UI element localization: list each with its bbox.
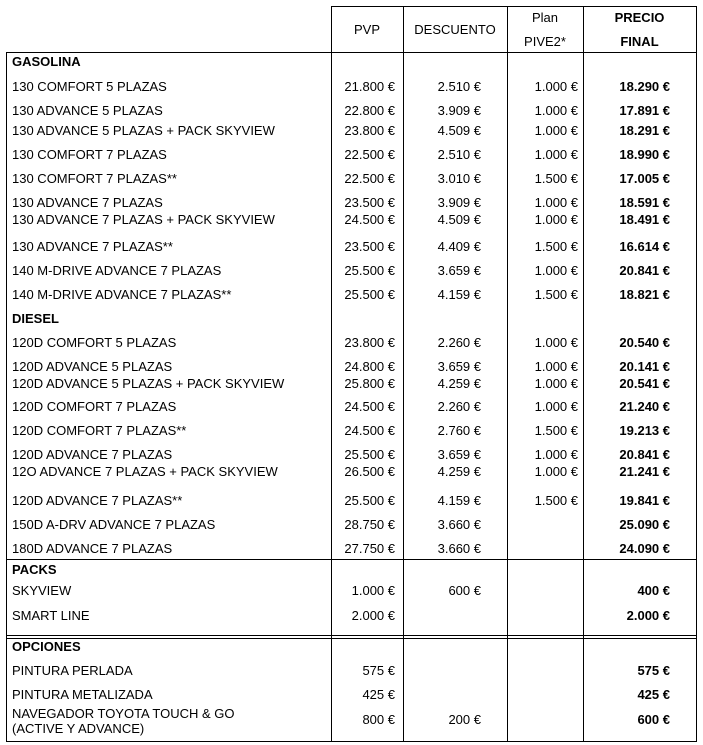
row-final-value: 18.291 € [619,123,670,138]
row-plan-value: 1.500 € [534,239,578,254]
row-final-value: 20.841 € [619,447,670,462]
row-pvp-value: 24.500 € [344,212,395,227]
row-final-value: 17.891 € [619,103,670,118]
row-descuento-value: 200 € [448,712,481,727]
row-model-name: 120D COMFORT 5 PLAZAS [12,335,177,350]
row-model-name: 120D ADVANCE 5 PLAZAS + PACK SKYVIEW [12,376,285,391]
row-final-value: 600 € [637,712,670,727]
row-descuento-value: 4.259 € [437,376,481,391]
row-pvp-value: 1.000 € [351,583,395,598]
section-title-gasolina: GASOLINA [12,54,81,69]
row-plan-value: 1.000 € [534,399,578,414]
row-descuento-value: 4.159 € [437,287,481,302]
row-final-value: 18.990 € [619,147,670,162]
row-descuento-value: 2.260 € [437,335,481,350]
row-pvp-value: 25.500 € [344,263,395,278]
row-descuento-value: 3.659 € [437,447,481,462]
row-final-value: 19.841 € [619,493,670,508]
row-model-name: NAVEGADOR TOYOTA TOUCH & GO [12,706,235,721]
row-pvp-value: 425 € [362,687,395,702]
row-model-name: 130 ADVANCE 7 PLAZAS + PACK SKYVIEW [12,212,275,227]
row-descuento-value: 2.510 € [437,147,481,162]
table-border-right [696,6,697,742]
table-border-top [331,6,697,7]
header-final-line1: PRECIO [614,10,665,25]
row-plan-value: 1.000 € [534,195,578,210]
row-pvp-value: 23.500 € [344,195,395,210]
row-model-name-line2: (ACTIVE Y ADVANCE) [12,721,145,736]
row-pvp-value: 22.500 € [344,147,395,162]
row-descuento-value: 600 € [448,583,481,598]
column-divider-pvp [331,6,332,742]
row-pvp-value: 27.750 € [344,541,395,556]
row-plan-value: 1.000 € [534,212,578,227]
row-final-value: 21.241 € [619,464,670,479]
row-plan-value: 1.500 € [534,287,578,302]
header-plan-line1: Plan [531,10,559,25]
row-plan-value: 1.000 € [534,376,578,391]
row-final-value: 425 € [637,687,670,702]
row-descuento-value: 3.660 € [437,541,481,556]
row-pvp-value: 25.800 € [344,376,395,391]
header-pvp: PVP [353,22,380,37]
row-descuento-value: 3.010 € [437,171,481,186]
row-pvp-value: 575 € [362,663,395,678]
column-divider-plan [507,6,508,742]
row-descuento-value: 2.510 € [437,79,481,94]
row-pvp-value: 22.500 € [344,171,395,186]
section-divider-opciones-a [6,635,697,636]
row-model-name: PINTURA PERLADA [12,663,133,678]
row-model-name: 120D ADVANCE 7 PLAZAS** [12,493,183,508]
row-plan-value: 1.500 € [534,493,578,508]
row-model-name: 140 M-DRIVE ADVANCE 7 PLAZAS** [12,287,232,302]
row-model-name: 120D ADVANCE 5 PLAZAS [12,359,173,374]
section-title-opciones: OPCIONES [12,639,81,654]
section-title-packs: PACKS [12,562,57,577]
row-model-name: 120D COMFORT 7 PLAZAS** [12,423,187,438]
row-descuento-value: 2.760 € [437,423,481,438]
table-border-left [6,52,7,742]
row-descuento-value: 4.509 € [437,212,481,227]
row-plan-value: 1.000 € [534,103,578,118]
row-final-value: 19.213 € [619,423,670,438]
row-pvp-value: 28.750 € [344,517,395,532]
row-model-name: 180D ADVANCE 7 PLAZAS [12,541,173,556]
section-divider-packs [6,559,697,560]
row-final-value: 16.614 € [619,239,670,254]
row-pvp-value: 22.800 € [344,103,395,118]
row-plan-value: 1.000 € [534,359,578,374]
row-plan-value: 1.000 € [534,123,578,138]
row-pvp-value: 23.800 € [344,335,395,350]
section-title-diesel: DIESEL [12,311,59,326]
row-final-value: 17.005 € [619,171,670,186]
row-plan-value: 1.000 € [534,263,578,278]
row-final-value: 20.541 € [619,376,670,391]
row-final-value: 20.540 € [619,335,670,350]
row-final-value: 400 € [637,583,670,598]
row-final-value: 18.491 € [619,212,670,227]
row-pvp-value: 25.500 € [344,287,395,302]
row-final-value: 20.141 € [619,359,670,374]
row-descuento-value: 4.159 € [437,493,481,508]
row-final-value: 2.000 € [626,608,670,623]
row-pvp-value: 25.500 € [344,447,395,462]
row-model-name: 140 M-DRIVE ADVANCE 7 PLAZAS [12,263,222,278]
row-final-value: 575 € [637,663,670,678]
row-final-value: 20.841 € [619,263,670,278]
row-descuento-value: 3.909 € [437,195,481,210]
row-model-name: 130 ADVANCE 5 PLAZAS [12,103,163,118]
row-plan-value: 1.000 € [534,335,578,350]
row-plan-value: 1.500 € [534,423,578,438]
row-plan-value: 1.000 € [534,447,578,462]
column-divider-descuento [403,6,404,742]
row-final-value: 18.821 € [619,287,670,302]
row-final-value: 25.090 € [619,517,670,532]
row-final-value: 21.240 € [619,399,670,414]
row-plan-value: 1.000 € [534,464,578,479]
row-plan-value: 1.000 € [534,147,578,162]
row-plan-value: 1.500 € [534,171,578,186]
row-model-name: 12O ADVANCE 7 PLAZAS + PACK SKYVIEW [12,464,278,479]
row-pvp-value: 21.800 € [344,79,395,94]
row-model-name: 120D COMFORT 7 PLAZAS [12,399,177,414]
column-divider-final [583,6,584,742]
row-model-name: 130 ADVANCE 7 PLAZAS** [12,239,173,254]
header-descuento: DESCUENTO [414,22,496,37]
row-descuento-value: 3.659 € [437,359,481,374]
row-pvp-value: 23.800 € [344,123,395,138]
header-plan-line2: PIVE2* [524,34,566,49]
row-descuento-value: 3.659 € [437,263,481,278]
header-final-line2: FINAL [620,34,659,49]
row-pvp-value: 24.500 € [344,423,395,438]
row-model-name: 130 COMFORT 7 PLAZAS [12,147,167,162]
row-pvp-value: 800 € [362,712,395,727]
row-descuento-value: 3.660 € [437,517,481,532]
row-pvp-value: 26.500 € [344,464,395,479]
row-model-name: 150D A-DRV ADVANCE 7 PLAZAS [12,517,216,532]
section-divider-opciones-b [6,638,697,639]
row-final-value: 18.290 € [619,79,670,94]
row-model-name: 130 COMFORT 7 PLAZAS** [12,171,177,186]
table-border-bottom [6,741,697,742]
row-model-name: PINTURA METALIZADA [12,687,153,702]
row-descuento-value: 4.509 € [437,123,481,138]
row-descuento-value: 2.260 € [437,399,481,414]
row-descuento-value: 4.259 € [437,464,481,479]
row-descuento-value: 4.409 € [437,239,481,254]
row-model-name: 130 ADVANCE 5 PLAZAS + PACK SKYVIEW [12,123,275,138]
row-pvp-value: 23.500 € [344,239,395,254]
row-final-value: 18.591 € [619,195,670,210]
row-pvp-value: 25.500 € [344,493,395,508]
row-pvp-value: 24.500 € [344,399,395,414]
row-final-value: 24.090 € [619,541,670,556]
row-pvp-value: 24.800 € [344,359,395,374]
header-divider [6,52,697,53]
row-model-name: 130 ADVANCE 7 PLAZAS [12,195,163,210]
row-plan-value: 1.000 € [534,79,578,94]
row-model-name: SKYVIEW [12,583,72,598]
row-pvp-value: 2.000 € [351,608,395,623]
row-model-name: 130 COMFORT 5 PLAZAS [12,79,167,94]
row-descuento-value: 3.909 € [437,103,481,118]
row-model-name: SMART LINE [12,608,90,623]
row-model-name: 120D ADVANCE 7 PLAZAS [12,447,173,462]
